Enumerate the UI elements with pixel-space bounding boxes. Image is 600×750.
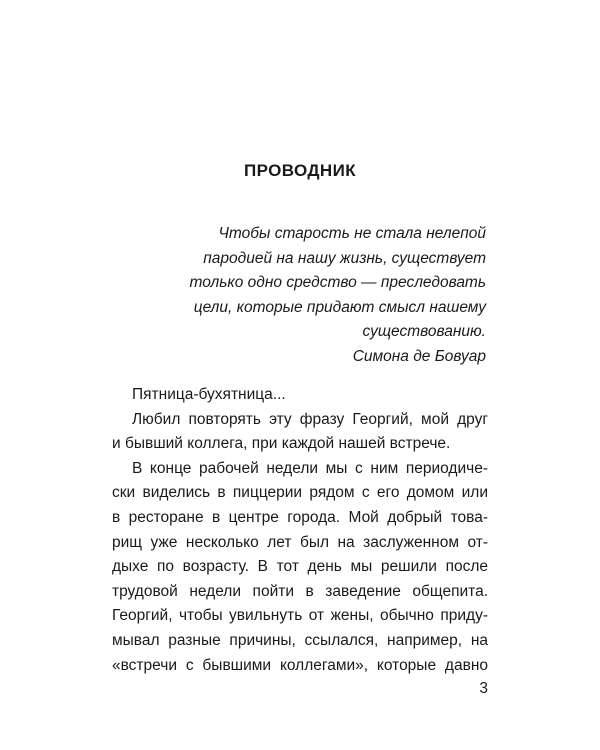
page-number: 3: [479, 680, 488, 697]
paragraph: [112, 408, 488, 457]
paragraph: [112, 457, 488, 678]
epigraph-line: только одно средство — преследовать: [189, 274, 486, 291]
chapter-title: ПРОВОДНИК: [244, 161, 356, 180]
text-line: «встречи с бывшими коллегами», которые давно: [112, 656, 488, 674]
text-line: мывал разные причины, ссылался, например, на: [112, 631, 488, 649]
text-line: Любил повторять эту фразу Георгий, мой друг: [132, 410, 488, 428]
epigraph: [166, 222, 486, 369]
epigraph-line: цели, которые придают смысл нашему: [193, 298, 486, 316]
epigraph-author: Симона де Бовуар: [352, 347, 486, 365]
text-line: ски виделись в пиццерии рядом с его домом или: [112, 484, 488, 502]
text-line: в ресторане в центре города. Мой добрый това-: [112, 508, 488, 526]
epigraph-line: Чтобы старость не стала нелепой: [218, 225, 486, 242]
text-line: рищ уже несколько лет был на заслуженном от-: [112, 533, 488, 551]
body-text: [112, 383, 488, 678]
text-line: Георгий, чтобы увильнуть от жены, обычно приду-: [112, 607, 488, 625]
text-line: и бывший коллега, при каждой нашей встрече.: [112, 435, 451, 453]
epigraph-line: существованию.: [362, 323, 486, 340]
paragraph: [112, 383, 488, 408]
epigraph-line: пародией на нашу жизнь, существует: [203, 249, 486, 267]
text-line: дыхе по возрасту. В тот день мы решили после: [112, 558, 488, 576]
text-line: Пятница-бухятница...: [132, 386, 286, 403]
text-line: трудовой недели пойти в заведение общепита.: [112, 582, 488, 600]
text-line: В конце рабочей недели мы с ним периодиче-: [132, 459, 488, 477]
